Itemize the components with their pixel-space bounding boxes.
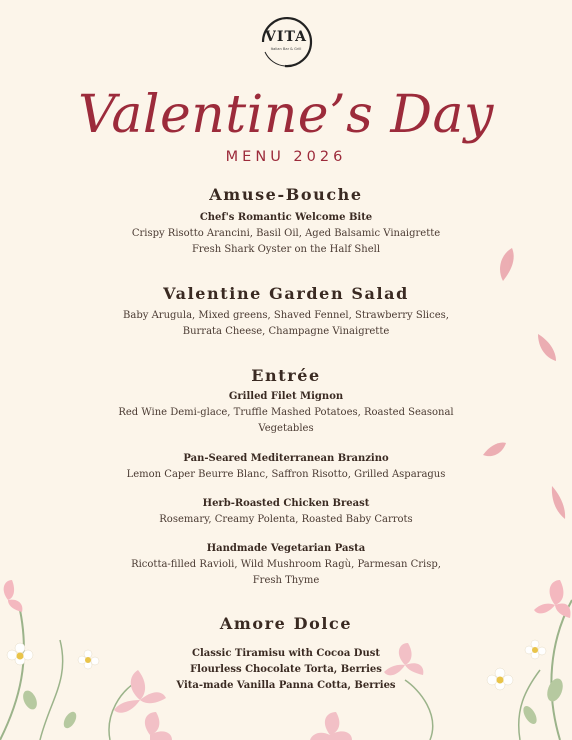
dish-name: Pan-Seared Mediterranean Branzino — [183, 453, 389, 464]
section-title-entree: Entrée — [251, 366, 321, 385]
page-title: Valentine’s Day — [78, 85, 494, 145]
page-subtitle: MENU 2026 — [225, 149, 347, 165]
dish-name: Grilled Filet Mignon — [228, 391, 344, 402]
dish-name: Chef's Romantic Welcome Bite — [199, 212, 373, 223]
dish-name: Handmade Vegetarian Pasta — [206, 543, 366, 554]
dessert-item: Classic Tiramisu with Cocoa Dust — [192, 648, 380, 659]
dish-description: Lemon Caper Beurre Blanc, Saffron Risotto, Grilled Asparagus — [126, 469, 446, 480]
logo-tagline: Italian Bar & Grill — [270, 47, 302, 51]
dish-description: Burrata Cheese, Champagne Vinaigrette — [182, 326, 390, 337]
section-title-amuse: Amuse-Bouche — [209, 185, 363, 204]
dessert-item: Vita-made Vanilla Panna Cotta, Berries — [176, 680, 396, 691]
dish-description: Red Wine Demi-glace, Truffle Mashed Potatoes, Roasted Seasonal — [118, 407, 454, 418]
section-title-salad: Valentine Garden Salad — [163, 284, 409, 303]
dish-name: Herb-Roasted Chicken Breast — [202, 498, 370, 509]
logo-name: VITA — [265, 29, 307, 45]
section-title-dolce: Amore Dolce — [219, 614, 353, 633]
dish-description: Crispy Risotto Arancini, Basil Oil, Aged Balsamic Vinaigrette — [131, 228, 441, 239]
dish-description: Rosemary, Creamy Polenta, Roasted Baby Carrots — [159, 514, 413, 525]
restaurant-logo — [255, 12, 317, 68]
dish-description: Fresh Shark Oyster on the Half Shell — [191, 244, 381, 255]
dish-description: Fresh Thyme — [252, 575, 320, 586]
dish-description: Ricotta-filled Ravioli, Wild Mushroom Ragù, Parmesan Crisp, — [131, 559, 441, 570]
dish-description: Vegetables — [258, 423, 314, 434]
dish-description: Baby Arugula, Mixed greens, Shaved Fennel, Strawberry Slices, — [123, 310, 449, 321]
dessert-item: Flourless Chocolate Torta, Berries — [190, 664, 382, 675]
